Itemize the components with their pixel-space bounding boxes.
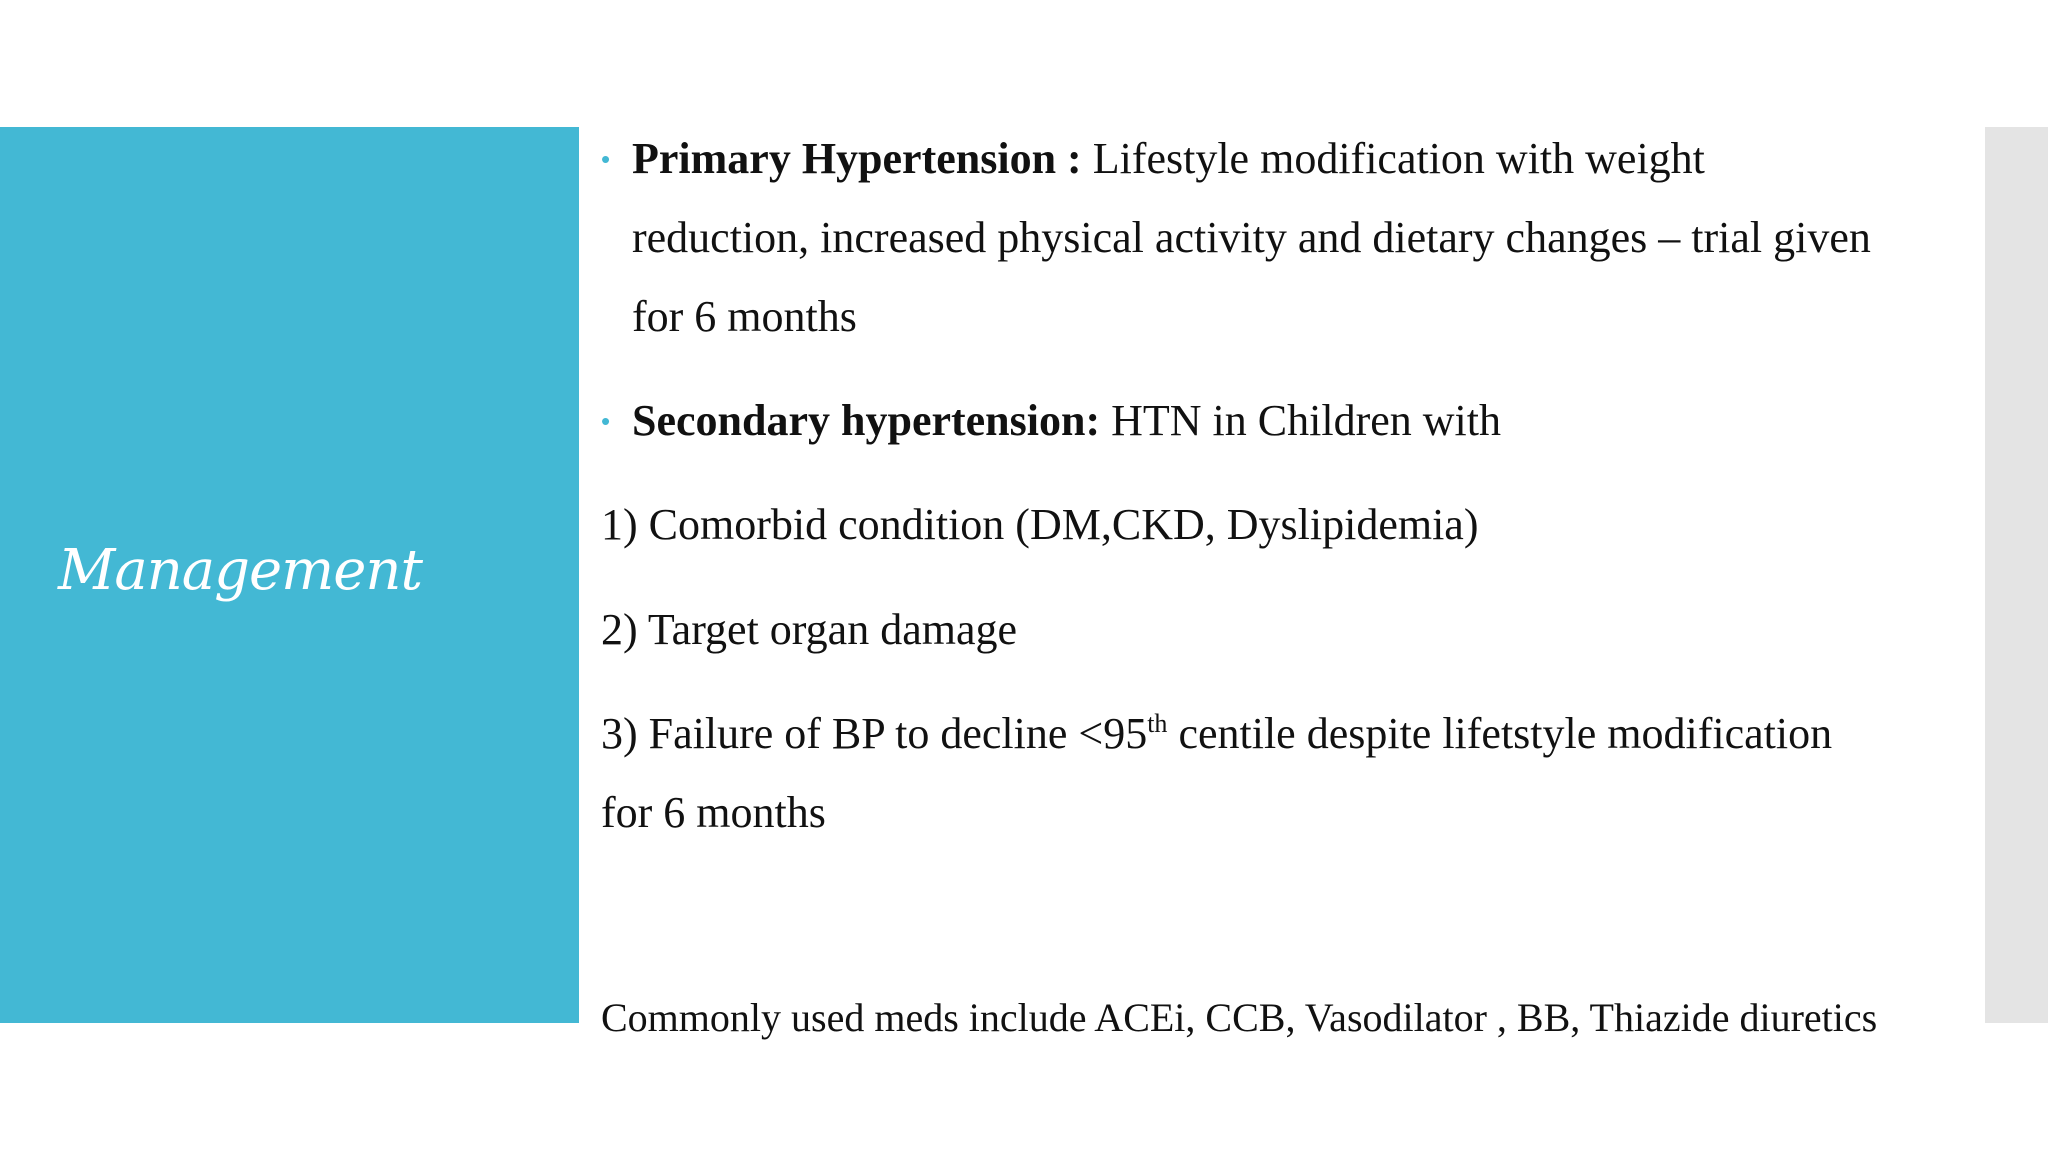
footnote-meds: Commonly used meds include ACEi, CCB, Vasodilator , BB, Thiazide diuretics [601,995,1878,1040]
bullet-secondary-text: HTN in Children with [1111,396,1501,445]
bullet-primary-line-1 [632,131,1705,187]
list-item-2: 2) Target organ damage [601,605,1018,654]
list-item-3-prefix: 3) Failure of BP to decline <95 [601,709,1148,758]
bullet-secondary-line [632,393,1501,449]
right-accent-bar [1985,127,2048,1023]
bullet-primary-heading: Primary Hypertension : [632,134,1082,183]
list-item-3 [601,706,1832,762]
slide-title: Management [58,538,422,603]
bullet-dot-icon: • [601,406,611,436]
list-item-3-superscript: th [1147,709,1168,738]
bullet-primary-line-3: for 6 months [632,292,857,341]
list-item-3-suffix: centile despite lifetstyle modification [1167,709,1833,758]
list-item-3-line-2: for 6 months [601,788,826,837]
list-item-1: 1) Comorbid condition (DM,CKD, Dyslipidemia) [601,500,1479,549]
bullet-dot-icon: • [601,144,611,174]
bullet-primary-text: Lifestyle modification with weight [1092,134,1705,183]
bullet-primary-line-2: reduction, increased physical activity and dietary changes – trial given [632,213,1871,262]
bullet-secondary-heading: Secondary hypertension: [632,396,1101,445]
